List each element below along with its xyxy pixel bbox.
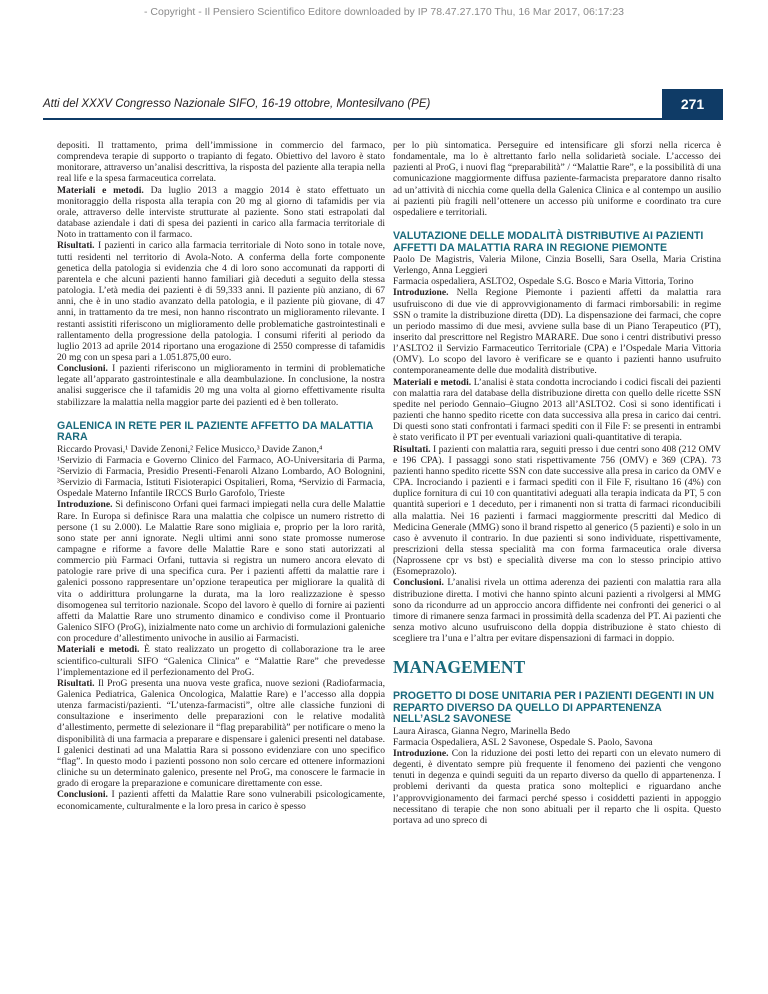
paragraph-label: Risultati.	[57, 677, 95, 689]
risultati-paragraph	[57, 678, 385, 790]
running-title: Atti del XXXV Congresso Nazionale SIFO, 16-19 ottobre, Montesilvano (PE)	[43, 98, 431, 110]
page-number: 271	[662, 89, 723, 118]
paragraph-text: I pazienti con malattia rara, seguiti presso i due centri sono 408 (212 OMV e 196 CPA). I passaggi sono stati rispettivamente 756 (OMV) e 369 (CPA). 73 pazienti hanno spedito ricette SSN con date successive alla presa in carico da OMV e CPA. Incrociando i pazienti e i farmaci spediti con il File F, risultano 16 (4%) con duplice fornitura di cui 10 con quantitativi adeguati alla terapia indicata da PT, 5 con quantità superiori e 1 deceduto, per i rimanenti non si tratta di farmaci riconducibili alla malattia. Nei 16 pazienti i farmaci maggiormente prescritti dal Medico di Medicina Generale (MMG) sono il brand rispetto al generico (5 pazienti) e solo in un caso è avvenuto il contrario. In due pazienti si sono individuate, rispettivamente, prescrizioni della stessa specialità ma con forma farmaceutica orale diversa (Naprossene cpr vs bst) e specialità diverse ma con lo stesso principio attivo (Esomeprazolo).	[393, 443, 721, 578]
paragraph-text: I pazienti riferiscono un miglioramento in termini di problematiche legate all’apparato gastrointestinale e alla deambulazione. In conclusione, la nostra analisi suggerisce che il tafamidis 20 mg una volta al giorno effettivamente risulta stabilizzare la malattia nella maggior parte dei pazienti ed è ben tollerato.	[57, 363, 385, 408]
paragraph-text: Da luglio 2013 a maggio 2014 è stato effettuato un monitoraggio della risposta alla terapia con 20 mg al giorno di tafamidis per via orale, attraverso delle interviste strutturate al paziente. Sono stati estrapolati dal database aziendale i dati di spesa dei pazienti in carico alla farmacia territoriale di Noto in trattamento con il farmaco.	[57, 184, 385, 241]
paragraph-label: Introduzione.	[393, 747, 449, 759]
materiali-paragraph	[393, 377, 721, 444]
paragraph-text: Con la riduzione dei posti letto dei reparti con un elevato numero di degenti, è diventato sempre più frequente il fenomeno dei pazienti che vengono tenuti in degenza e quindi seguiti da un reparto diverso da quello di appartenenza. I problemi derivanti da questa pratica sono molteplici e riguardano anche l’approvvigionamento dei farmaci perché spesso i cosiddetti pazienti in appoggio necessitano di terapie che non sono abituali per il reparto che li ospita. Questo portava ad uno spreco di	[393, 747, 721, 826]
materiali-paragraph	[57, 644, 385, 677]
article-title: VALUTAZIONE DELLE MODALITÀ DISTRIBUTIVE AI PAZIENTI AFFETTI DA MALATTIA RARA IN REGIONE PIEMONTE	[393, 230, 704, 254]
conclusioni-paragraph	[57, 363, 385, 408]
conclusioni-paragraph	[57, 789, 385, 811]
header-rule	[43, 118, 723, 120]
article-title: GALENICA IN RETE PER IL PAZIENTE AFFETTO DA MALATTIA RARA	[57, 419, 374, 444]
copyright-notice: - Copyright - Il Pensiero Scientifico Editore downloaded by IP 78.47.27.170 Thu, 16 Mar 2017, 06:17:23	[144, 6, 624, 18]
introduzione-paragraph	[57, 499, 385, 644]
article-authors: Paolo De Magistris, Valeria Milone, Cinzia Boselli, Sara Osella, Maria Cristina Verlengo, Anna Leggieri	[393, 253, 721, 277]
paragraph-text: I pazienti affetti da Malattie Rare sono vulnerabili psicologicamente, economicamente, culturalmente e la loro presa in carico è spesso	[57, 789, 385, 812]
paragraph-text: Nella Regione Piemonte i pazienti affetti da malattia rara usufruiscono di due vie di approvvigionamento di farmaci rimborsabili: in regime SSN o tramite la distribuzione diretta (DD). La dispensazione dei farmaci, che copre un periodo massimo di due mesi, avviene sulla base di un Piano Terapeutico (PT), inserito dal prescrittore nel Registro MARARE. Due sono i centri distributivi presso l’ASLTO2 il Servizio Farmaceutico Territoriale (CPA) e l’Ospedale Maria Vittoria (OMV). Lo scopo del lavoro è verificare se e quanto i pazienti hanno usufruito contemporaneamente delle due modalità distributive.	[393, 287, 721, 377]
paragraph-text: Il ProG presenta una nuova veste grafica, nuove sezioni (Radiofarmacia, Galenica Pediatrica, Galenica Oncologica, Malattie Rare) e l’accesso alla doppia utenza farmacisti/pazienti. “L’utenza-farmacisti”, oltre alle classiche funzioni di consultazione e inserimento delle preparazioni con le relative modalità d’allestimento, permette di selezionare il “flag preparabilità” per notificare o meno la disponibilità di una farmacia a preparare e dispensare i galenici presenti nel database. I galenici destinati ad una Malattia Rara si possono evidenziare con uno specifico “flag”. In questo modo i pazienti possono non solo cercare ed ottenere informazioni cliniche su un determinato galenico, presente nel ProG, ma conoscere le farmacie in grado di erogare la preparazione e comunicare direttamente con esse.	[57, 677, 385, 790]
risultati-paragraph	[57, 240, 385, 363]
paragraph-text: L’analisi è stata condotta incrociando i codici fiscali dei pazienti con malattia rara del database della distribuzione diretta con quello delle ricette SSN spedite nel periodo Gennaio–Giugno 2013 all’ASLTO2. Così si sono identificati i pazienti che hanno spedito ricette con data successiva alla presa in carico dai centri. Di questi sono stati confrontati i farmaci spediti con il File F: se presenti in entrambi è stato verificato il PT per eventuali variazioni quali-quantitative di terapia.	[393, 376, 721, 444]
intro-paragraph: depositi. Il trattamento, prima dell’immissione in commercio del farmaco, comprendeva terapie di supporto o trapianto di fegato. Obiettivo del lavoro è stato monitorare, attraverso un’analisi descrittiva, la risposta del paziente alla terapia nella real life e la spesa farmaceutica correlata.	[57, 140, 385, 185]
article-affiliations: Farmacia Ospedaliera, ASL 2 Savonese, Ospedale S. Paolo, Savona	[393, 736, 653, 748]
paragraph-label: Materiali e metodi.	[57, 184, 144, 196]
materiali-paragraph	[57, 185, 385, 241]
right-column	[393, 140, 721, 826]
left-column	[57, 140, 385, 812]
spacer	[393, 644, 721, 657]
paragraph-label: Conclusioni.	[57, 363, 108, 375]
paragraph-text: Si definiscono Orfani quei farmaci impiegati nella cura delle Malattie Rare. In Europa si definisce Rara una malattia che colpisce un numero ristretto di persone (1 su 2.000). Le Malattie Rare sono migliaia e, proprio per la loro rarità, sono state per anni ignorate. Negli ultimi anni sono state promosse numerose campagne e riforme a favore delle Malattie Rare e sono stati autorizzati al commercio più Farmaci Orfani, tuttavia si registra un numero ancora elevato di patologie rare prive di una specifica cura. Per i pazienti affetti da malattie rare i galenici possono rappresentare un’opzione terapeutica per migliorare la qualità di vita o addirittura prolungarne la durata, ma la loro realizzazione è spesso disomogenea sul territorio nazionale. Scopo del lavoro è quello di fornire ai pazienti affetti da Malattie Rare uno strumento dinamico e condiviso come il Prontuario Galenico SIFO (ProG), inizialmente nato come un archivio di formulazioni galeniche con procedure d’allestimento univoche in ausilio ai Farmacisti.	[57, 499, 385, 645]
section-heading: MANAGEMENT	[393, 657, 526, 678]
conclusioni-paragraph	[393, 577, 721, 644]
paragraph-label: Risultati.	[57, 240, 95, 252]
paragraph-label: Introduzione.	[393, 287, 449, 299]
paragraph-label: Introduzione.	[57, 499, 113, 511]
article-authors: Riccardo Provasi,¹ Davide Zenoni,² Felice Musicco,³ Davide Zanon,⁴	[57, 443, 323, 455]
introduzione-paragraph	[393, 287, 721, 376]
article-affiliations: Farmacia ospedaliera, ASLTO2, Ospedale S.G. Bosco e Maria Vittoria, Torino	[393, 276, 694, 288]
paragraph-text: È stato realizzato un progetto di collaborazione tra le aree scientifico-culturali SIFO “Galenica Clinica” e “Malattie Rare” che prevedesse l’implementazione ed il perfezionamento del ProG.	[57, 644, 385, 678]
introduzione-paragraph	[393, 748, 721, 826]
article-authors: Laura Airasca, Gianna Negro, Marinella Bedo	[393, 725, 571, 737]
paragraph-text: L’analisi rivela un ottima aderenza dei pazienti con malattia rara alla distribuzione diretta. I motivi che hanno spinto alcuni pazienti a rivolgersi al MMG sono da ricondurre ad un approccio ancora diffidente nei confronti dei generici o al timore di rimanere senza farmaci in prossimità della scadenza del PT. Ai pazienti che senza motivo alcuno usufruiscono della doppia distribuzione è stato chiesto di scegliere tra l’una e l’altra per evitare dispensazioni di farmaci in doppio.	[393, 577, 721, 645]
spacer	[57, 408, 385, 421]
paragraph-label: Materiali e metodi.	[393, 376, 472, 388]
risultati-paragraph	[393, 444, 721, 578]
paragraph-label: Conclusioni.	[57, 789, 108, 801]
paragraph-label: Risultati.	[393, 443, 431, 455]
article-affiliations: ¹Servizio di Farmacia e Governo Clinico del Farmaco, AO-Universitaria di Parma, ²Servizio di Farmacia, Presidio Presenti-Fenaroli Alzano Lombardo, AO Bolognini, ³Servizio di Farmacia, Istituti Fisioterapici Ospitalieri, Roma, ⁴Servizio di Farmacia, Ospedale Materno Infantile IRCCS Burlo Garofolo, Trieste	[57, 454, 385, 500]
paragraph-label: Conclusioni.	[393, 577, 444, 589]
paragraph-label: Materiali e metodi.	[57, 644, 140, 656]
article-title: PROGETTO DI DOSE UNITARIA PER I PAZIENTI DEGENTI IN UN REPARTO DIVERSO DA QUELLO DI APPARTENENZA NELL’ASL2 SAVONESE	[393, 690, 714, 726]
paragraph-text: I pazienti in carico alla farmacia territoriale di Noto sono in totale nove, tutti residenti nel territorio di Avola-Noto. A conferma della forte componente genetica della patologia si evidenzia che 4 di loro sono accomunati da rapporti di parentela e che alcuni pazienti hanno familiari già deceduti a seguito della stessa patologia. L’età media dei pazienti è di 59,333 anni. Il paziente più anziano, di 67 anni, che è in uno stadio avanzato della patologia, e il paziente più giovane, di 47 anni, in trattamento da tre mesi, non hanno riscontrato un miglioramento rilevante. I restanti assistiti riferiscono un miglioramento delle problematiche gastrointestinali e rallentamento della progressione della patologia. I consumi riferiti al periodo da luglio 2013 ad aprile 2014 riportano una erogazione di 2550 compresse di tafamidis 20 mg con un spesa pari a 1.051.875,00 euro.	[57, 240, 385, 363]
continuation-paragraph: per lo più sintomatica. Perseguire ed intensificare gli sforzi nella ricerca è fondamentale, ma lo è altrettanto farlo nella solidarietà sociale. L’accesso dei pazienti al ProG, i nuovi flag “preparabilità” / “Malattie Rare”, e la possibilità di una comunicazione maggiormente diffusa paziente-farmacista preparatore danno risalto ad un’attività di nicchia come quella della Galenica Clinica e al contempo un ausilio ai pazienti più fragili nell’ottenere un accesso più uniforme e coordinato tra cure ospedaliere e territoriali.	[393, 140, 721, 218]
